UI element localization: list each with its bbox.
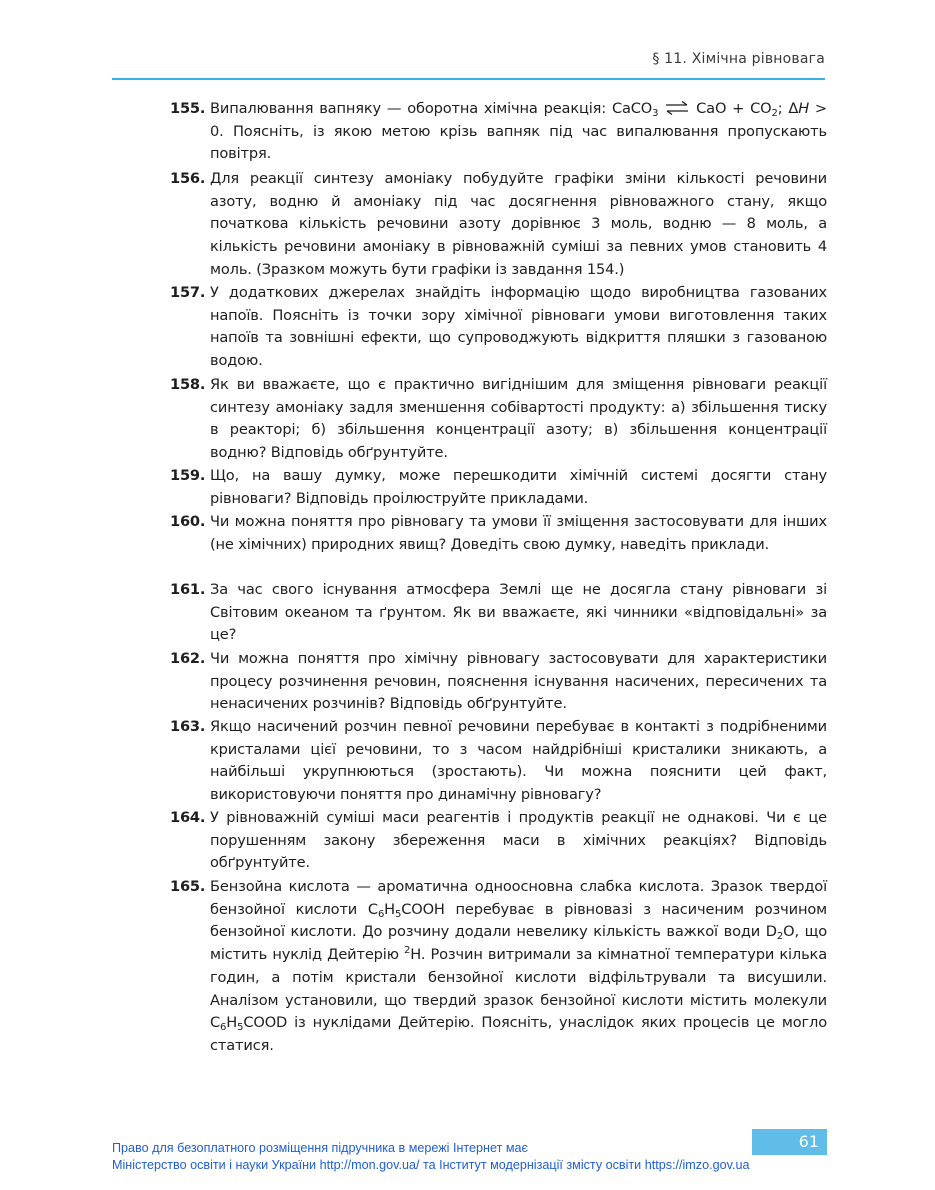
task-156 (170, 168, 827, 282)
task-158 (170, 374, 827, 465)
task-160 (170, 511, 827, 556)
task-162 (170, 648, 827, 716)
task-number: 156. (170, 170, 206, 187)
footer-links-line[interactable]: Міністерство освіти і науки України http://mon.gov.ua/ та Інститут модернізації змісту освіти https://imzo.gov.ua (112, 1158, 750, 1172)
task-text: Для реакції синтезу амоніаку побудуйте графіки зміни кількості речовини азоту, водню й амоніаку під час досягнення рівноважного стану, якщо початкова кількість речовини азоту дорівнює 3 моль, водню — 8 моль, а кількість речовини амоніаку в рівноважній суміші за певних умов становить 4 моль. (Зразком можуть бути графіки із завдання 154.) (210, 170, 827, 278)
task-number: 158. (170, 376, 206, 393)
task-165 (170, 876, 827, 1058)
task-155 (170, 98, 827, 166)
task-text: За час свого існування атмосфера Землі ще не досягла стану рівноваги зі Світовим океаном та ґрунтом. Як ви вважаєте, які чинники «відповідальні» за це? (210, 581, 827, 644)
task-number: 163. (170, 718, 206, 735)
task-number: 162. (170, 650, 206, 667)
reversible-arrows-icon (664, 101, 690, 115)
task-text: Випалювання вапняку — оборотна хімічна реакція: CaCO$_3$ CaO + $CO_2$; ΔH > 0. Поясніть, із якою метою крізь вапняк під час випалювання пропускають повітря. (210, 100, 827, 163)
task-text: Що, на вашу думку, може перешкодити хімічній системі досягти стану рівноваги? Відповідь проілюструйте прикладами. (210, 467, 827, 507)
task-number: 161. (170, 581, 206, 598)
task-161 (170, 579, 827, 647)
page-number-badge (752, 1129, 827, 1155)
task-text: Якщо насичений розчин певної речовини перебуває в контакті з подрібненими кристалами цієї речовини, то з часом найдрібніші кристалики зникають, а найбільші укрупнюються (зростають). Чи можна пояснити цей факт, використовуючи поняття про динамічну рівновагу? (210, 718, 827, 804)
task-number: 164. (170, 809, 206, 826)
task-text: У додаткових джерелах знайдіть інформацію щодо виробництва газованих напоїв. Поясніть із точки зору хімічної рівноваги умови виготовлення таких напоїв та зовнішні ефекти, що супроводжують відкриття пляшки з газованою водою. (210, 284, 827, 370)
section-title: § 11. Хімічна рівновага (652, 51, 825, 67)
task-number: 157. (170, 284, 206, 301)
header-divider (112, 78, 825, 80)
task-163 (170, 716, 827, 807)
task-text: Бензойна кислота — ароматична одноосновна слабка кислота. Зразок твердої бензойної кислоти $C_6H_5COOH$ перебуває в рівновазі з насиченим розчином бензойної кислоти. До розчину додали невелику кількість важкої води $D_2O$, що містить нуклід Дейтерію $^2$H. Розчин витримали за кімнатної температури кілька годин, а потім кристали бензойної кислоти відфільтрували та висушили. Аналізом установили, що твердий зразок бензойної кислоти містить молекули $C_6H_5COOD$ із нуклідами Дейтерію. Поясніть, унаслідок яких процесів це могло статися. (210, 878, 828, 1054)
task-text: Чи можна поняття про рівновагу та умови її зміщення застосовувати для інших (не хімічних) природних явищ? Доведіть свою думку, наведіть приклади. (210, 513, 827, 553)
task-number: 159. (170, 467, 206, 484)
task-text: У рівноважній суміші маси реагентів і продуктів реакції не однакові. Чи є це порушенням закону збереження маси в хімічних реакціях? Відповідь обґрунтуйте. (210, 809, 827, 872)
page-number: 61 (798, 1132, 819, 1151)
task-number: 165. (170, 878, 206, 895)
footer-rights-line: Право для безоплатного розміщення підручника в мережі Інтернет має (112, 1141, 528, 1155)
task-159 (170, 465, 827, 510)
task-text: Чи можна поняття про хімічну рівновагу застосовувати для характеристики процесу розчинення речовин, пояснення існування насичених, пересичених та ненасичених розчинів? Відповідь обґрунтуйте. (210, 650, 827, 713)
task-number: 155. (170, 100, 206, 117)
task-number: 160. (170, 513, 206, 530)
task-157 (170, 282, 827, 373)
task-164 (170, 807, 827, 875)
task-text: Як ви вважаєте, що є практично вигіднішим для зміщення рівноваги реакції синтезу амоніаку задля зменшення собівартості продукту: а) збільшення тиску в реакторі; б) збільшення концентрації азоту; в) збільшення концентрації водню? Відповідь обґрунтуйте. (210, 376, 827, 462)
